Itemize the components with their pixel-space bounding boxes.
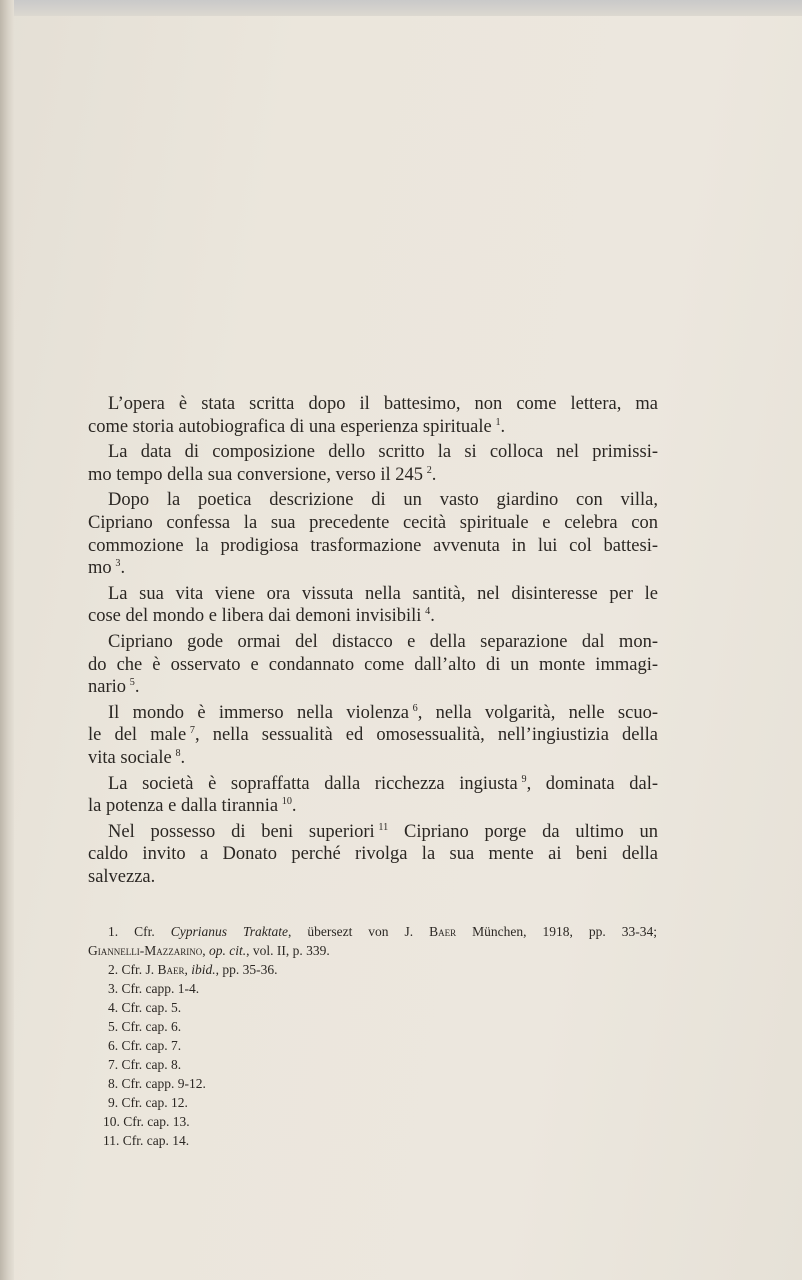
body-line [88, 867, 155, 887]
body-text-run: . [134, 677, 140, 697]
footnote-author: Baer [429, 924, 457, 939]
page-edge [0, 0, 14, 1280]
footnote-text: , [202, 943, 209, 958]
footnote-marker: 7 [189, 724, 195, 736]
footnote-marker: 1 [495, 416, 501, 428]
body-text-run: come storia autobiografica di una esperienza spirituale [88, 417, 492, 437]
footnote-text: , vol. II, p. 339. [246, 943, 330, 958]
body-line [108, 822, 658, 842]
body-text-run: . [120, 558, 126, 578]
body-line [108, 394, 658, 414]
body-text-run: nario [88, 677, 127, 697]
body-line [108, 703, 658, 723]
body-line [88, 844, 658, 864]
footnote-marker: 2 [426, 464, 432, 476]
body-line [88, 513, 658, 533]
footnote-11: 11. Cfr. cap. 14. [103, 1133, 190, 1148]
body-text-run: , nella sessualità ed omosessualità, nell’ingiustizia della [194, 725, 658, 745]
background-strip [0, 0, 802, 16]
footnote-7: 7. Cfr. cap. 8. [108, 1057, 182, 1072]
body-text-run: Dopo la poetica descrizione di un vasto giardino con villa, [108, 490, 658, 510]
footnote-marker: 10 [281, 795, 292, 807]
body-line [88, 558, 125, 578]
body-line [108, 490, 658, 510]
footnote-marker: 4 [425, 605, 431, 617]
footnote-text: München, 1918, pp. 33-34; [456, 924, 657, 939]
footnote-text: , [184, 962, 192, 977]
footnote-1-cont [88, 943, 330, 959]
body-text-run: do che è osservato e condannato come dall’alto di un monte immagi- [88, 655, 658, 675]
footnote-1 [108, 924, 657, 940]
footnote-text: , übersezt von J. [287, 924, 430, 939]
footnote-marker: 3 [115, 557, 121, 569]
body-text-run: . [500, 417, 506, 437]
footnote-author: Baer [157, 962, 185, 977]
footnote-8: 8. Cfr. capp. 9-12. [108, 1076, 206, 1091]
footnote-marker: 9 [521, 773, 527, 785]
body-text-run: La data di composizione dello scritto la si colloca nel primissi- [108, 442, 658, 462]
body-text-run: Il mondo è immerso nella violenza [108, 703, 409, 723]
body-text-run: caldo invito a Donato perché rivolga la sua mente ai beni della [88, 844, 658, 864]
body-line [88, 417, 505, 437]
body-line [88, 655, 658, 675]
footnote-4: 4. Cfr. cap. 5. [108, 1000, 182, 1015]
body-line [88, 748, 185, 768]
body-text-run: L’opera è stata scritta dopo il battesimo, non come lettera, ma [108, 394, 658, 414]
body-text-run: le del male [88, 725, 187, 745]
footnote-text: 2. Cfr. J. [108, 962, 158, 977]
body-text-run: Cipriano gode ormai del distacco e della separazione dal mon- [108, 632, 658, 652]
body-text-run: la potenza e dalla tirannia [88, 796, 279, 816]
body-line [88, 796, 297, 816]
body-text-run: , dominata dal- [526, 774, 658, 794]
footnote-marker: 11 [378, 821, 389, 833]
body-text-run: La società è sopraffatta dalla ricchezza ingiusta [108, 774, 518, 794]
body-text-run: commozione la prodigiosa trasformazione avvenuta in lui col battesi- [88, 536, 658, 556]
footnote-title: Cyprianus Traktate [170, 924, 288, 939]
body-line [108, 584, 658, 604]
footnote-ref: op. cit. [208, 943, 247, 958]
footnote-text: , pp. 35-36. [215, 962, 278, 977]
body-text-run: mo tempo della sua conversione, verso il 245 [88, 465, 423, 485]
body-text-run: . [430, 606, 435, 626]
footnote-ref: ibid. [191, 962, 216, 977]
footnote-5: 5. Cfr. cap. 6. [108, 1019, 182, 1034]
body-line [88, 725, 658, 745]
footnote-9: 9. Cfr. cap. 12. [108, 1095, 188, 1110]
body-text-run: La sua vita viene ora vissuta nella santità, nel disinteresse per le [108, 584, 658, 604]
body-line [88, 677, 139, 697]
body-line [108, 632, 658, 652]
body-text-run: vita sociale [88, 748, 172, 768]
body-line [88, 465, 436, 485]
body-text-run: , nella volgarità, nelle scuo- [417, 703, 658, 723]
body-text-run: Cipriano porge da ultimo un [388, 822, 658, 842]
footnote-author: Giannelli-Mazzarino [88, 943, 203, 958]
footnote-text: 1. Cfr. [108, 924, 171, 939]
footnote-2 [108, 962, 278, 978]
body-text-run: salvezza. [88, 867, 156, 887]
body-text-run: mo [88, 558, 112, 578]
body-line [88, 606, 435, 626]
body-text-run: . [180, 748, 186, 768]
footnote-marker: 6 [412, 702, 418, 714]
footnote-marker: 8 [175, 747, 181, 759]
body-text-run: cose del mondo e libera dai demoni invisibili [88, 606, 422, 626]
footnote-marker: 5 [129, 676, 135, 688]
footnote-6: 6. Cfr. cap. 7. [108, 1038, 182, 1053]
body-text-run: Cipriano confessa la sua precedente cecità spirituale e celebra con [88, 513, 658, 533]
body-text-run: . [431, 465, 437, 485]
body-line [108, 442, 658, 462]
footnote-3: 3. Cfr. capp. 1-4. [108, 981, 200, 996]
body-text-run: Nel possesso di beni superiori [108, 822, 375, 842]
body-text-run: . [291, 796, 297, 816]
body-line [88, 536, 658, 556]
body-line [108, 774, 658, 794]
footnote-10: 10. Cfr. cap. 13. [103, 1114, 190, 1129]
